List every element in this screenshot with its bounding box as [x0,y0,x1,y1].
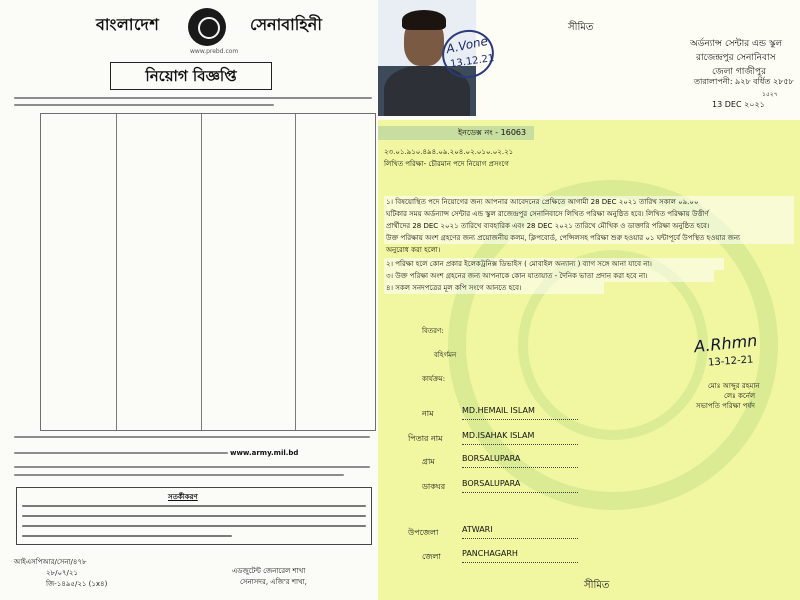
classification-top: সীমিত [568,22,594,33]
field-value-father: MD.ISAHAK ISLAM [462,431,535,440]
instruction-line: অনুরোধ করা হলো। [386,246,441,254]
circular-army: সেনাবাহিনী [250,15,322,34]
instruction-line: ২। পরিক্ষা হলে কোন প্রকার ইলেকট্রনিক্স ডিভাইস ( মোবাইল অন্যান্য ) ব্যাগ সঙ্গে আনা যাবে না। [386,260,652,268]
note-line [14,436,370,438]
admit-card [378,0,800,600]
warning-title: সতর্কীকরণ [168,493,198,501]
instruction-line: ৪। সকল সনদপত্রের মূল কপি সংগে আনতে হবে। [386,284,522,292]
action-label: কার্যক্রম: [422,375,446,383]
instruction-line: ১। বিষয়োস্থিত পদে নিয়োগের জন্য আপনার আবেদনের প্রেক্ষিতে আগামী 28 DEC ২০২১ তারিখ সকাল ০৯.০০ [386,198,699,206]
circular-title: নিয়োগ বিজ্ঞপ্তি [110,62,272,90]
letter-number: ১৫২৭ [762,91,778,98]
field-value-post: BORSALUPARA [462,479,521,488]
footer-ref: আইএসপিআর/সেনা/৪৭৮ [14,558,87,566]
field-label-upazila: উপজেলা [408,528,439,537]
photo-signature: A.Vone [445,33,490,57]
instruction-line: ঘটিকার সময় অর্ডন্যান্স সেন্টার এন্ড স্কুল রাজেন্দ্রপুর সেনানিবাসে লিখিত পরিক্ষা অনুষ্ঠিত হবে। লিখিত পরিক্ষায় উত্তীর্ণ [386,210,709,218]
footer-date: ২৮/০৭/২১ [46,569,79,577]
office-address-line: অর্ডন্যান্স সেন্টার এন্ড স্কুল [690,39,783,49]
instruction-line: উক্ত পরিক্ষায় অংশ গ্রহণের জন্য প্রয়োজনীয় কলম, ক্লিপবোর্ড, পেন্সিলসহ পরিক্ষা শুরু হওয়ার ০১ ঘন্টাপূর্বে উপস্থিত হওয়ার জন্য [386,234,741,242]
field-value-upazila: ATWARI [462,525,493,534]
office-address-line: জেলা গাজীপুর [712,67,767,77]
positions-table [40,113,376,431]
field-label-father: পিতার নাম [408,434,443,443]
field-label-post: ডাকঘর [422,482,446,491]
field-value-village: BORSALUPARA [462,454,521,463]
intro-line [14,97,372,99]
index-number: ইনডেক্স নং - 16063 [458,128,527,137]
reference-number: ২৩.০১.৯১০.৪৯৪.০৯.২০৪.০২.০১০.০২.২১ [384,148,514,156]
footer-code: জি-১৪৯৫/২১ (১x৪) [46,580,108,588]
field-value-district: PANCHAGARH [462,549,518,558]
army-emblem-icon [188,8,226,46]
distribution-label: বিতরণ: [422,327,444,335]
circular-site: www.prebd.com [190,48,239,55]
circular-country: বাংলাদেশ [96,15,160,34]
external-label: বহির্গমন [434,351,457,359]
intro-line [14,104,274,106]
footer-issuer: এডজুটেন্ট জেনারেল শাখা [232,567,306,575]
circular-website: www.army.mil.bd [230,449,299,457]
officer-designation: সভাপতি পরিক্ষা পর্ষদ [696,402,755,410]
recruitment-circular [0,0,378,600]
exam-subject: লিখিত পরিক্ষা- চৌরমান পদে নিয়োগ প্রসংগে [384,160,509,168]
field-label-district: জেলা [422,552,441,561]
note-line [14,452,228,454]
footer-issuer-office: সেনাসদর, এজি'র শাখা, [240,578,307,586]
note-line [14,474,344,476]
instruction-line: প্রার্থীদের 28 DEC ২০২১ তারিখে ব্যবহারিক এবং 28 DEC ২০২১ তারিখে মৌখিক ও ডাক্তারি পরিক্ষা অনুষ্ঠিত হবে। [386,222,710,230]
photo-signature-date: 13.12.21 [449,52,496,71]
office-phone: তারালাপনী: ৯২৮ বর্ধিত ২৮৫৮ [694,77,794,86]
officer-signature: A.Rhmn [693,330,759,357]
office-address-line: রাজেন্দ্রপুর সেনানিবাস [696,53,776,63]
officer-rank: লেঃ কর্নেল [724,392,756,400]
note-line [14,466,370,468]
letter-date: 13 DEC ২০২১ [712,100,765,109]
field-label-name: নাম [422,409,434,418]
officer-name: মোঃ আব্দুর রহমান [708,382,760,390]
field-label-village: গ্রাম [422,457,435,466]
instruction-line: ৩। উক্ত পরিক্ষা অংশ গ্রহনের জন্য আপনাকে কোন যাতায়াত - দৈনিক ভাতা প্রদান করা হবে না। [386,272,648,280]
officer-signature-date: 13-12-21 [707,354,754,369]
field-value-name: MD.HEMAIL ISLAM [462,406,535,415]
classification-bottom: সীমিত [584,580,610,591]
